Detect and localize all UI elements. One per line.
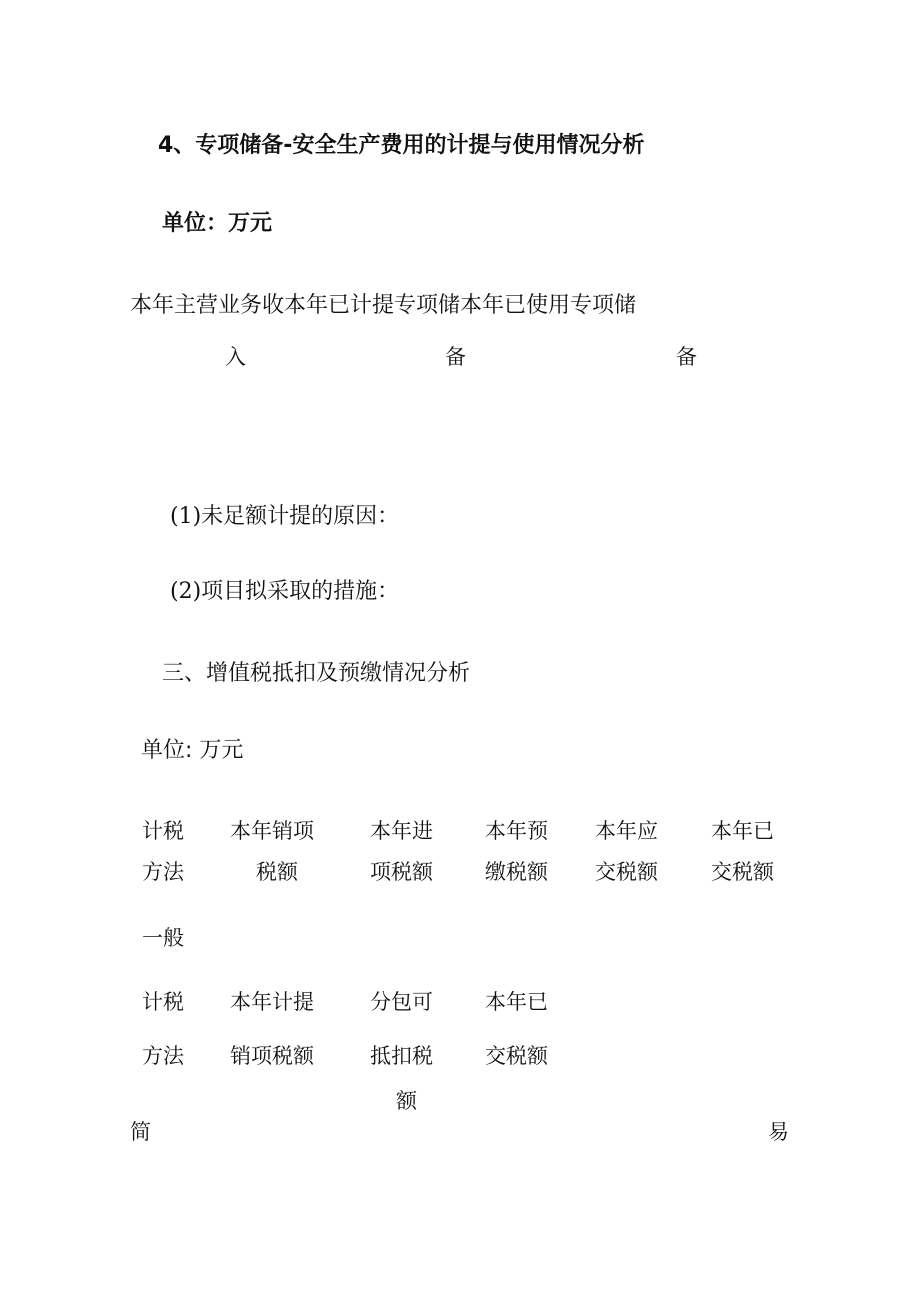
simple-header-method-1: 计税 [142,990,184,1014]
reserve-header-wrap-2: 备 [445,345,466,369]
unit-label-vat: 单位: 万元 [141,738,244,763]
general-header-prepaid-2: 缴税额 [485,860,548,884]
section-title-special-reserve: 4、专项储备-安全生产费用的计提与使用情况分析 [158,133,645,158]
simple-header-paid-1: 本年已 [485,990,548,1014]
reserve-header-wrap-1: 入 [225,345,246,369]
simple-row-label-right: 易 [768,1120,789,1144]
general-header-output-tax-2: 税额 [256,860,298,884]
general-header-prepaid-1: 本年预 [485,819,548,843]
simple-header-paid-2: 交税额 [485,1044,548,1068]
general-header-paid-1: 本年已 [711,819,774,843]
general-header-method-2: 方法 [142,860,184,884]
simple-header-method-2: 方法 [142,1044,184,1068]
general-row-label: 一般 [142,926,184,950]
general-header-paid-2: 交税额 [711,860,774,884]
reserve-header-wrap-3: 备 [676,345,697,369]
general-header-input-tax-2: 项税额 [370,860,433,884]
note-insufficient-reason: (1)未足额计提的原因： [170,504,400,529]
simple-header-subcontract-1: 分包可 [370,990,433,1014]
unit-label: 单位：万元 [162,211,273,236]
simple-header-output-tax-1: 本年计提 [230,990,314,1014]
simple-row-label-left: 简 [130,1120,151,1144]
reserve-table-header: 本年主营业务收本年已计提专项储本年已使用专项储 [130,293,637,318]
general-header-method-1: 计税 [142,819,184,843]
general-header-payable-1: 本年应 [595,819,658,843]
simple-header-subcontract-2: 抵扣税 [370,1044,433,1068]
note-measures: (2)项目拟采取的措施： [170,579,400,604]
general-header-output-tax-1: 本年销项 [230,819,314,843]
simple-header-output-tax-2: 销项税额 [230,1044,314,1068]
general-header-input-tax-1: 本年进 [370,819,433,843]
general-header-payable-2: 交税额 [595,860,658,884]
section-title-vat: 三、增值税抵扣及预缴情况分析 [162,661,471,686]
simple-header-subcontract-3: 额 [396,1089,417,1113]
